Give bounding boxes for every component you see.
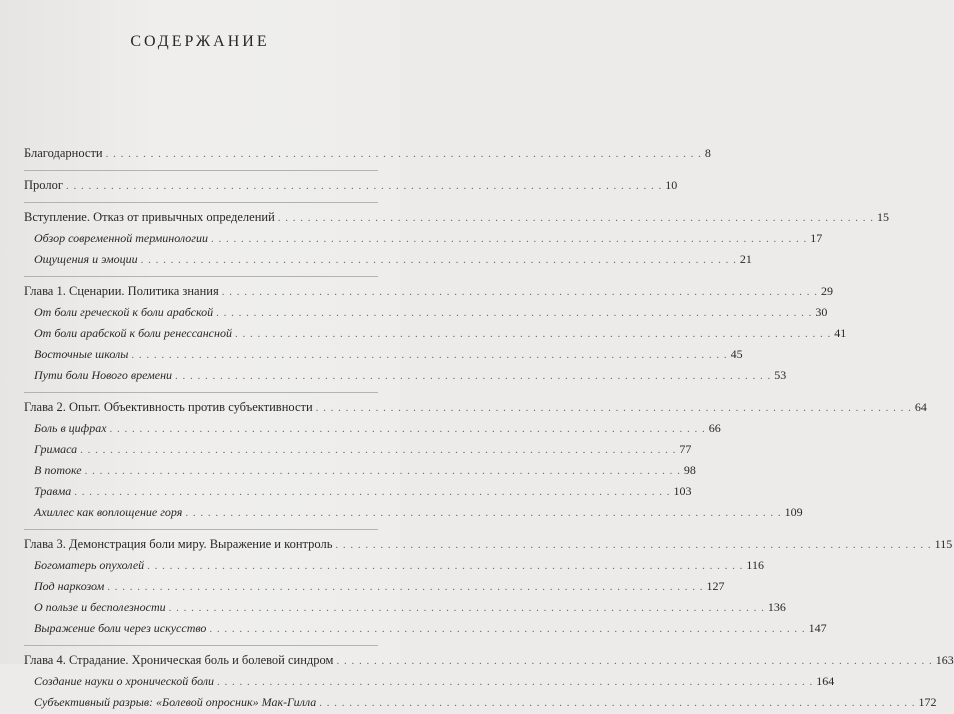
dot-leader xyxy=(66,176,662,197)
toc-section xyxy=(24,276,847,386)
toc-entry-label: Пути боли Нового времени xyxy=(34,368,173,382)
toc-page-number: 163 xyxy=(935,653,954,667)
toc-entry xyxy=(24,207,890,228)
toc-section xyxy=(24,645,954,713)
dot-leader xyxy=(131,345,727,366)
toc-subentry xyxy=(24,344,743,365)
toc-page-number: 116 xyxy=(746,558,764,572)
toc-page-number: 136 xyxy=(767,600,786,614)
dot-leader xyxy=(175,366,771,387)
toc-subentry xyxy=(24,439,692,460)
dot-leader xyxy=(185,503,781,524)
toc-page-number: 17 xyxy=(810,231,823,245)
toc-section xyxy=(24,529,953,639)
dot-leader xyxy=(107,577,703,598)
toc-subentry xyxy=(24,502,803,523)
toc-entry-label: Гримаса xyxy=(34,442,78,456)
toc-subentry xyxy=(24,555,764,576)
toc-subentry xyxy=(24,365,787,386)
toc-subentry xyxy=(24,692,937,713)
toc-entry xyxy=(24,281,833,302)
toc-subentry xyxy=(24,418,721,439)
toc-entry-label: Боль в цифрах xyxy=(34,421,107,435)
toc-entry-label: Травма xyxy=(34,484,72,498)
toc-page-number: 29 xyxy=(820,284,833,298)
dot-leader xyxy=(209,619,805,640)
toc-page-number: 66 xyxy=(708,421,721,435)
toc-page-number: 21 xyxy=(739,252,752,266)
toc-entry-label: Глава 4. Страдание. Хроническая боль и болевой синдром xyxy=(24,653,334,667)
toc-subentry xyxy=(24,302,828,323)
dot-leader xyxy=(169,598,765,619)
toc-section xyxy=(24,143,711,164)
dot-leader xyxy=(141,250,737,271)
toc-subentry xyxy=(24,618,827,639)
dot-leader xyxy=(278,208,874,229)
dot-leader xyxy=(319,693,915,714)
toc-entry xyxy=(24,397,927,418)
toc-page-number: 15 xyxy=(877,210,890,224)
toc-entry-label: Глава 1. Сценарии. Политика знания xyxy=(24,284,219,298)
dot-leader xyxy=(235,324,831,345)
toc-entry-label: От боли греческой к боли арабской xyxy=(34,305,214,319)
toc-entry-label: Под наркозом xyxy=(34,579,105,593)
toc-entry xyxy=(24,650,954,671)
table-of-contents xyxy=(24,143,954,713)
toc-entry-label: Богоматерь опухолей xyxy=(34,558,145,572)
toc-subentry xyxy=(24,481,692,502)
toc-page-number: 103 xyxy=(673,484,692,498)
toc-page-number: 172 xyxy=(918,695,937,709)
toc-entry xyxy=(24,143,711,164)
toc-page-number: 30 xyxy=(815,305,828,319)
toc-page-number: 45 xyxy=(730,347,743,361)
toc-entry-label: Глава 2. Опыт. Объективность против субъективности xyxy=(24,400,313,414)
toc-entry-label: Вступление. Отказ от привычных определений xyxy=(24,210,275,224)
dot-leader xyxy=(316,398,912,419)
toc-page-number: 115 xyxy=(934,537,953,551)
toc-subentry xyxy=(24,576,725,597)
toc-entry-label: Ощущения и эмоции xyxy=(34,252,138,266)
dot-leader xyxy=(217,672,813,693)
dot-leader xyxy=(74,482,670,503)
toc-section xyxy=(24,202,890,270)
toc-entry-label: Выражение боли через искусство xyxy=(34,621,207,635)
toc-subentry xyxy=(24,249,752,270)
toc-page-number: 64 xyxy=(914,400,927,414)
toc-page-number: 147 xyxy=(808,621,827,635)
toc-entry-label: Благодарности xyxy=(24,146,103,160)
toc-entry-label: Ахиллес как воплощение горя xyxy=(34,505,183,519)
toc-subentry xyxy=(24,460,696,481)
toc-page-number: 8 xyxy=(704,146,711,160)
toc-entry-label: От боли арабской к боли ренессансной xyxy=(34,326,232,340)
toc-page-number: 127 xyxy=(706,579,725,593)
dot-leader xyxy=(80,440,676,461)
dot-leader xyxy=(106,144,702,165)
dot-leader xyxy=(110,419,706,440)
toc-page-number: 10 xyxy=(665,178,678,192)
dot-leader xyxy=(335,535,931,556)
toc-page-number: 53 xyxy=(774,368,787,382)
toc-page-number: 109 xyxy=(784,505,803,519)
toc-entry-label: Пролог xyxy=(24,178,63,192)
toc-page-number: 77 xyxy=(679,442,692,456)
toc-entry-label: Восточные школы xyxy=(34,347,129,361)
dot-leader xyxy=(211,229,807,250)
dot-leader xyxy=(222,282,818,303)
toc-entry-label: О пользе и бесполезности xyxy=(34,600,166,614)
toc-page-number: 98 xyxy=(683,463,696,477)
toc-entry xyxy=(24,534,953,555)
toc-entry-label: В потоке xyxy=(34,463,82,477)
toc-subentry xyxy=(24,597,786,618)
toc-entry-label: Создание науки о хронической боли xyxy=(34,674,214,688)
toc-entry-label: Субъективный разрыв: «Болевой опросник» Мак-Гилла xyxy=(34,695,317,709)
dot-leader xyxy=(336,651,932,672)
toc-subentry xyxy=(24,228,823,249)
dot-leader xyxy=(85,461,681,482)
dot-leader xyxy=(216,303,812,324)
toc-entry-label: Глава 3. Демонстрация боли миру. Выражение и контроль xyxy=(24,537,333,551)
toc-entry xyxy=(24,175,678,196)
toc-page-number: 164 xyxy=(816,674,835,688)
toc-page-number: 41 xyxy=(834,326,847,340)
dot-leader xyxy=(147,556,743,577)
toc-subentry xyxy=(24,671,835,692)
page-title: СОДЕРЖАНИЕ xyxy=(130,33,270,50)
toc-entry-label: Обзор современной терминологии xyxy=(34,231,208,245)
toc-section xyxy=(24,170,678,196)
toc-section xyxy=(24,392,927,523)
toc-subentry xyxy=(24,323,847,344)
